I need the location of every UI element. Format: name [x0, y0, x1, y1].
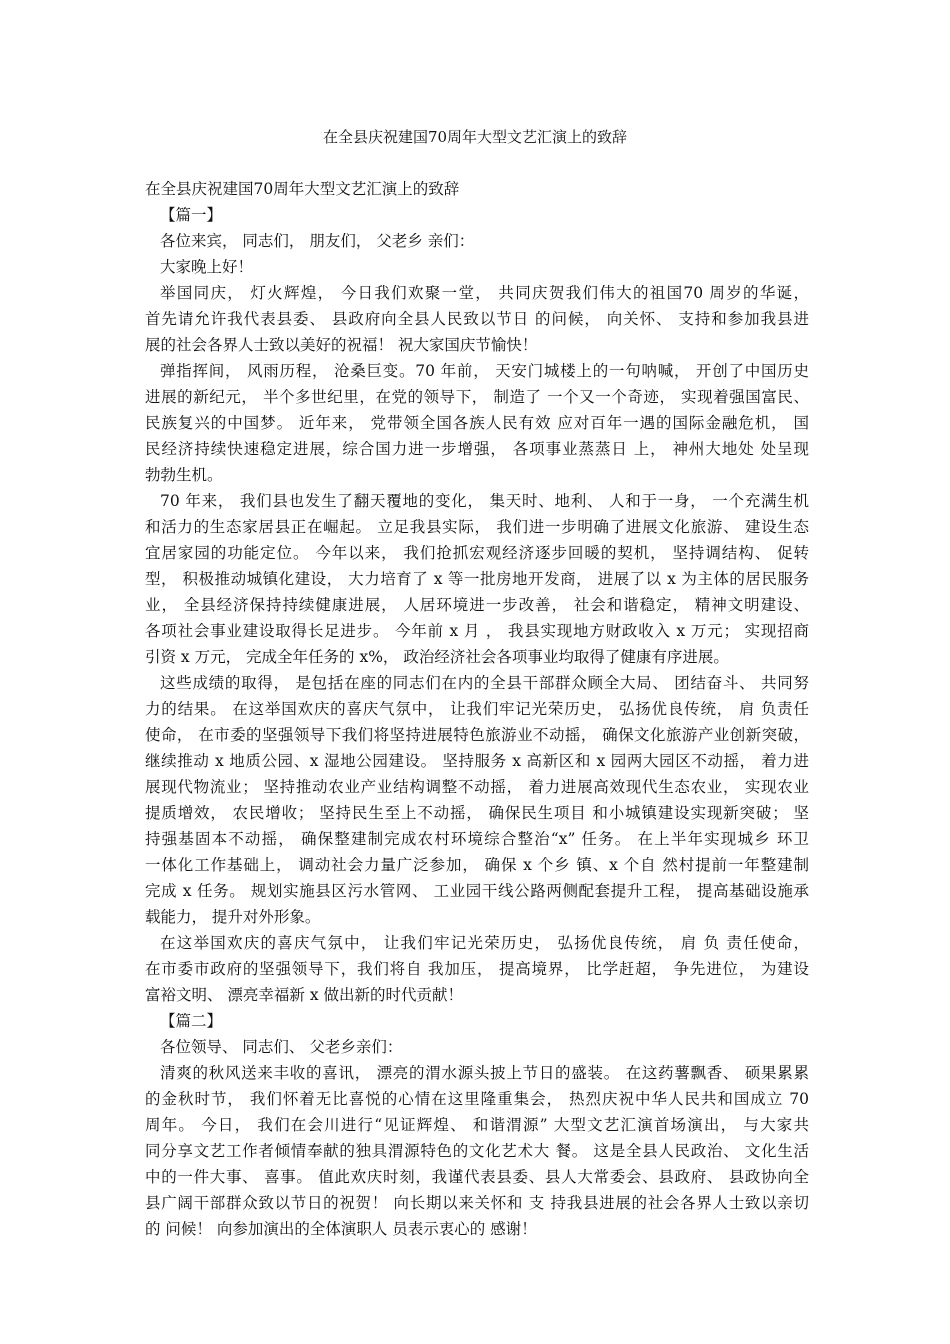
- text-line: 型， 积极推动城镇化建设， 大力培育了 x 等一批房地开发商， 进展了以 x 为主体的居民服务: [145, 570, 809, 588]
- document-body: [145, 176, 809, 1242]
- text-line: 载能力， 提升对外形象。: [145, 908, 321, 926]
- text-line: 这些成绩的取得， 是包括在座的同志们在内的全县干部群众顾全大局、 团结奋斗、 共同努: [160, 674, 809, 692]
- text-line: 各位来宾， 同志们， 朋友们， 父老乡 亲们：: [160, 232, 475, 250]
- text-line: 和活力的生态家居县正在崛起。 立足我县实际， 我们进一步明确了进展文化旅游、 建设生态: [145, 518, 809, 536]
- text-line: 展的社会各界人士致以美好的祝福！ 祝大家国庆节愉快！: [145, 336, 538, 354]
- text-line: 70 年来， 我们县也发生了翻天覆地的变化， 集天时、地利、 人和于一身， 一个充满生机: [160, 492, 809, 510]
- text-line: 举国同庆， 灯火辉煌， 今日我们欢聚一堂， 共同庆贺我们伟大的祖国70 周岁的华诞，: [160, 284, 809, 302]
- text-line: 各项社会事业建设取得长足进步。 今年前 x 月 ， 我县实现地方财政收入 x 万元； 实现招商: [145, 622, 809, 640]
- text-line: 在全县庆祝建国70周年大型文艺汇演上的致辞: [145, 180, 460, 198]
- text-line: 县广阔干部群众致以节日的祝贺！ 向长期以来关怀和 支 持我县进展的社会各界人士致以亲切: [145, 1194, 809, 1212]
- text-line: 的 问候！ 向参加演出的全体演职人 员表示衷心的 感谢！: [145, 1220, 537, 1238]
- text-line: 各位领导、 同志们、 父老乡亲们：: [160, 1038, 403, 1056]
- text-line: 的金秋时节， 我们怀着无比喜悦的心情在这里隆重集会， 热烈庆祝中华人民共和国成立 70: [145, 1090, 809, 1108]
- text-line: 富裕文明、 漂亮幸福新 x 做出新的时代贡献！: [145, 986, 464, 1004]
- text-line: 持强基固本不动摇， 确保整建制完成农村环境综合整治“x” 任务。 在上半年实现城乡 环卫: [145, 830, 809, 848]
- text-line: 弹指挥间， 风雨历程， 沧桑巨变。70 年前， 天安门城楼上的一句呐喊， 开创了中国历史: [160, 362, 809, 380]
- text-line: 引资 x 万元， 完成全年任务的 x%， 政治经济社会各项事业均取得了健康有序进展。: [145, 648, 729, 666]
- text-line: 清爽的秋风送来丰收的喜讯， 漂亮的渭水源头披上节日的盛装。 在这药薯飘香、 硕果累累: [160, 1064, 809, 1082]
- text-line: 中的一件大事、 喜事。 值此欢庆时刻，我谨代表县委、县人大常委会、县政府、 县政协向全: [145, 1168, 809, 1186]
- text-line: 在这举国欢庆的喜庆气氛中， 让我们牢记光荣历史， 弘扬优良传统， 肩 负 责任使命，: [160, 934, 809, 952]
- text-line: 业， 全县经济保持持续健康进展， 人居环境进一步改善， 社会和谐稳定， 精神文明建设、: [145, 596, 809, 614]
- text-line: 力的结果。 在这举国欢庆的喜庆气氛中， 让我们牢记光荣历史， 弘扬优良传统， 肩 负责任: [145, 700, 809, 718]
- text-line: 完成 x 任务。 规划实施县区污水管网、 工业园干线公路两侧配套提升工程， 提高基础设施承: [145, 882, 809, 900]
- text-line: 同分享文艺工作者倾情奉献的独具渭源特色的文化艺术大 餐。 这是全县人民政治、 文化生活: [145, 1142, 809, 1160]
- text-line: 提质增效， 农民增收； 坚持民生至上不动摇， 确保民生项目 和小城镇建设实现新突破； 坚: [145, 804, 809, 822]
- text-line: 民族复兴的中国梦。 近年来， 党带领全国各族人民有效 应对百年一遇的国际金融危机， 国: [145, 414, 809, 432]
- text-line: 在市委市政府的坚强领导下，我们将自 我加压， 提高境界， 比学赶超， 争先进位， 为建设: [145, 960, 809, 978]
- text-line: 首先请允许我代表县委、 县政府向全县人民致以节日 的问候， 向关怀、 支持和参加我县进: [145, 310, 809, 328]
- text-line: 使命， 在市委的坚强领导下我们将坚持进展特色旅游业不动摇， 确保文化旅游产业创新突破，: [145, 726, 809, 744]
- text-line: 【篇一】: [160, 206, 223, 224]
- text-line: 周年。 今日， 我们在会川进行“见证辉煌、 和谐渭源” 大型文艺汇演首场演出， 与大家共: [145, 1116, 809, 1134]
- text-line: 进展的新纪元， 半个多世纪里，在党的领导下， 制造了 一个又一个奇迹， 实现着强国富民、: [145, 388, 809, 406]
- text-line: 继续推动 x 地质公园、x 湿地公园建设。 坚持服务 x 高新区和 x 园两大园区不动摇， 着力进: [145, 752, 809, 770]
- text-line: 展现代物流业； 坚持推动农业产业结构调整不动摇， 着力进展高效现代生态农业， 实现农业: [145, 778, 809, 796]
- text-line: 宜居家园的功能定位。 今年以来， 我们抢抓宏观经济逐步回暖的契机， 坚持调结构、 促转: [145, 544, 809, 562]
- text-line: 民经济持续快速稳定进展，综合国力进一步增强， 各项事业蒸蒸日 上， 神州大地处 处呈现: [145, 440, 809, 458]
- text-line: 【篇二】: [160, 1012, 223, 1030]
- document-title: 在全县庆祝建国70周年大型文艺汇演上的致辞: [322, 128, 628, 146]
- text-line: 勃勃生机。: [145, 466, 223, 484]
- text-line: 一体化工作基础上， 调动社会力量广泛参加， 确保 x 个乡 镇、x 个自 然村提前一年整建制: [145, 856, 809, 874]
- text-line: 大家晚上好！: [160, 258, 254, 276]
